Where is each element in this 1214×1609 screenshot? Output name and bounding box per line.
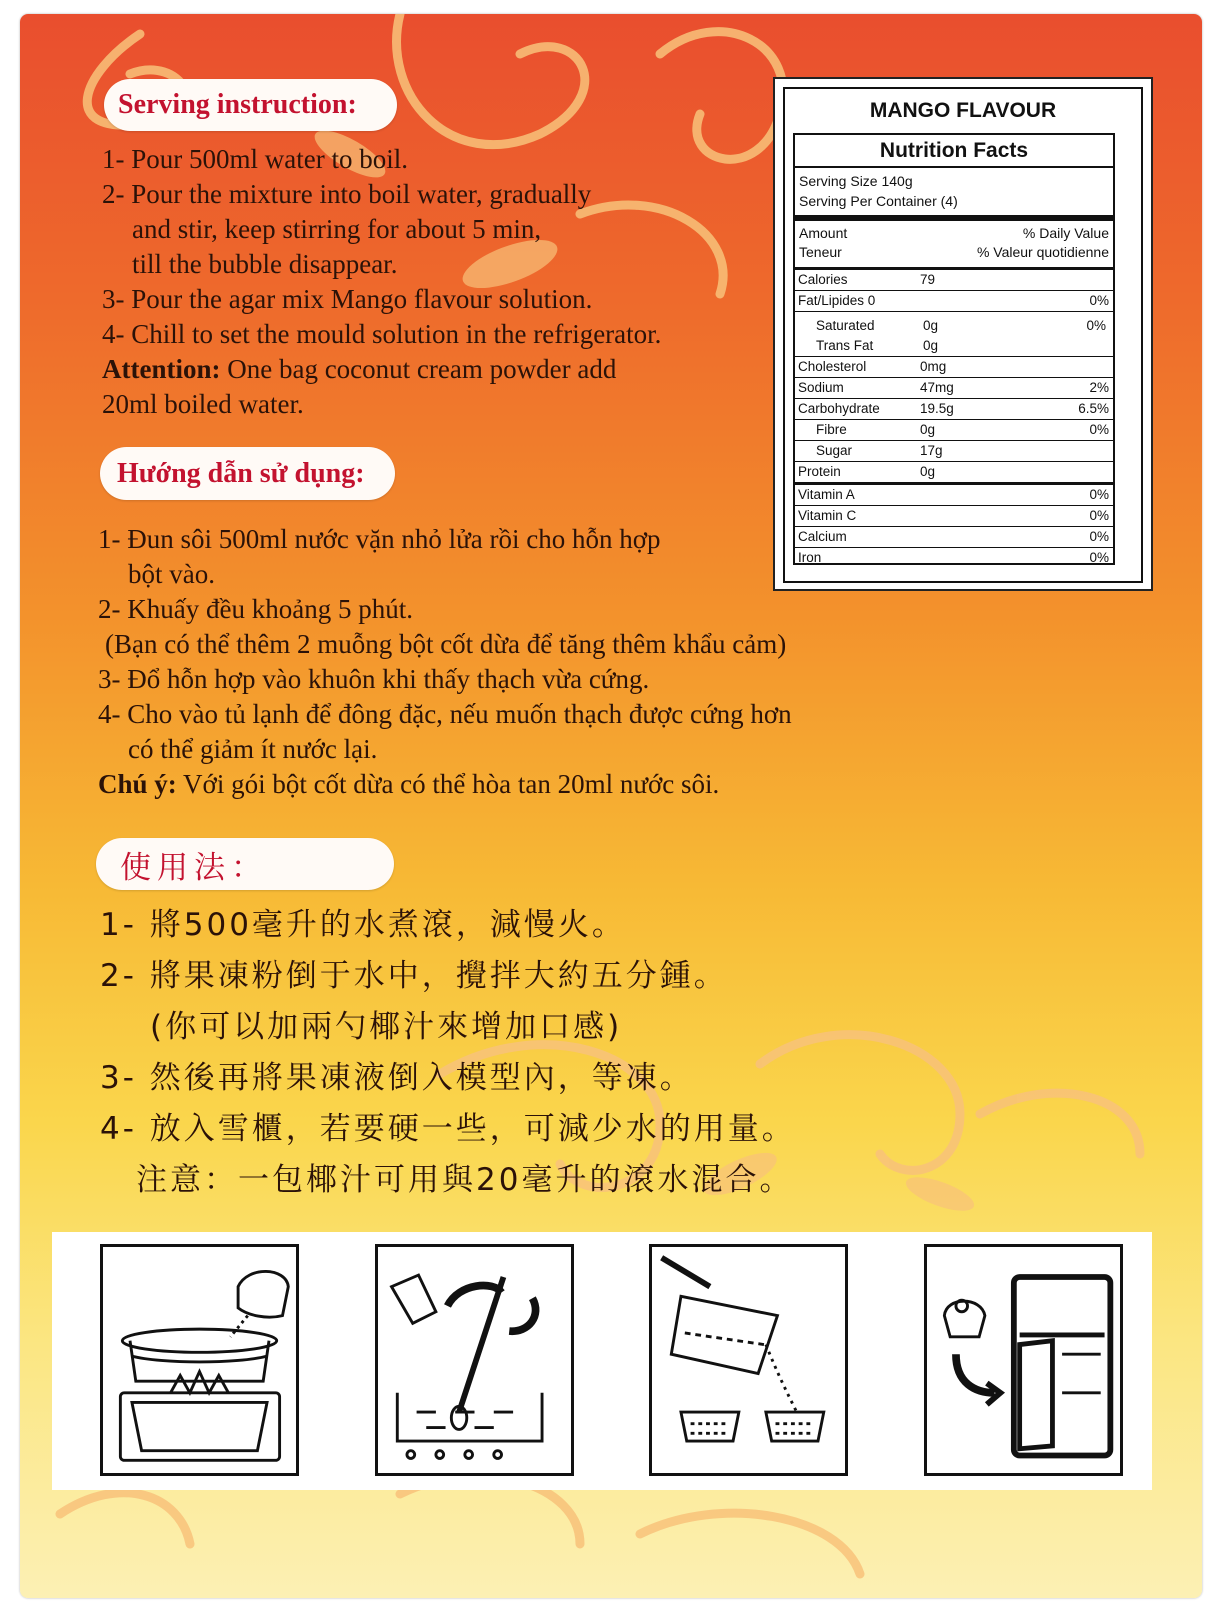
nutrient-dv: 0%: [1086, 318, 1106, 333]
nutrient-row: [795, 312, 1113, 357]
nutrient-name: Trans Fat: [816, 338, 874, 353]
instruction-line: có thể giảm ít nước lại.: [128, 734, 378, 764]
nutrient-name: Sugar: [816, 443, 853, 458]
nutrient-dv: 0%: [1089, 293, 1109, 308]
nutrition-table: [793, 133, 1115, 565]
amount-label-fr: Teneur: [799, 244, 842, 260]
note-text: Với gói bột cốt dừa có thể hòa tan 20ml nước sôi.: [176, 769, 720, 799]
nutrient-dv: 0%: [1089, 487, 1109, 502]
nutrient-row: [795, 527, 1113, 548]
nutrient-amount: 0g: [920, 464, 936, 479]
nutrient-row: [795, 357, 1113, 378]
nutrient-amount: 0g: [923, 338, 939, 353]
nutrient-name: Calories: [798, 272, 848, 287]
nutrient-dv: 0%: [1089, 508, 1109, 523]
instruction-line: and stir, keep stirring for about 5 min,: [132, 214, 542, 244]
serving-instruction-heading: Serving instruction:: [104, 79, 397, 131]
instruction-line: 4- 放入雪櫃，若要硬一些，可減少水的用量。: [100, 1111, 796, 1147]
nutrient-name: Saturated: [816, 318, 875, 333]
nutrient-amount: 0g: [923, 318, 939, 333]
instruction-line: 2- Pour the mixture into boil water, gradually: [102, 179, 592, 209]
nutrient-row: [795, 548, 1113, 568]
note-line: [98, 767, 792, 802]
chinese-instructions: [100, 900, 796, 1206]
nutrient-row: [795, 506, 1113, 527]
nutrient-name: Carbohydrate: [798, 401, 880, 416]
nutrient-amount: 19.5g: [920, 401, 954, 416]
dv-label-fr: % Valeur quotidienne: [976, 244, 1109, 260]
nutrition-label: [783, 87, 1143, 583]
nutrient-dv: 0%: [1089, 422, 1109, 437]
daily-value-header: [977, 224, 1109, 262]
instruction-line: 4- Cho vào tủ lạnh để đông đặc, nếu muốn thạch được cứng hơn: [98, 699, 792, 729]
nutrient-amount: 79: [920, 272, 936, 287]
nutrient-amount: 0mg: [920, 359, 947, 374]
instruction-line: 4- Chill to set the mould solution in the refrigerator.: [102, 319, 662, 349]
stir-mixture-icon: [375, 1244, 574, 1476]
instruction-line: till the bubble disappear.: [132, 249, 398, 279]
instruction-line: 3- Pour the agar mix Mango flavour solution.: [102, 284, 593, 314]
amount-label: Amount: [799, 225, 848, 241]
nutrient-name: Calcium: [798, 529, 847, 544]
servings-per-container: Serving Per Container (4): [799, 193, 958, 209]
nutrient-row: [795, 420, 1113, 441]
package-back-panel: [20, 14, 1202, 1598]
nutrient-dv: 0%: [1089, 550, 1109, 565]
preparation-steps-strip: [52, 1232, 1152, 1490]
english-instructions: [102, 142, 661, 422]
instruction-line: 1- Đun sôi 500ml nước vặn nhỏ lửa rồi cho hỗn hợp: [98, 524, 661, 554]
nutrient-dv: 0%: [1089, 529, 1109, 544]
nutrition-facts-title: Nutrition Facts: [795, 135, 1113, 168]
refrigerator-icon: [924, 1244, 1123, 1476]
nutrient-row: [795, 462, 1113, 485]
nutrient-dv: 6.5%: [1078, 401, 1109, 416]
serving-size: Serving Size 140g: [799, 173, 913, 189]
instruction-line: 3- Đổ hỗn hợp vào khuôn khi thấy thạch vừa cứng.: [98, 664, 650, 694]
amount-header: [795, 221, 1113, 270]
attention-line: [102, 352, 661, 387]
nutrient-name: Vitamin A: [798, 487, 855, 502]
note-label: Chú ý:: [98, 769, 177, 799]
nutrition-facts-panel: [773, 77, 1153, 591]
serving-info: [795, 168, 1113, 221]
nutrient-name: Fibre: [816, 422, 847, 437]
vietnamese-instructions: [98, 522, 792, 802]
attention-text: One bag coconut cream powder add: [220, 354, 617, 384]
vietnamese-heading: Hướng dẫn sử dụng:: [100, 447, 395, 500]
chinese-heading: 使用法：: [96, 838, 394, 890]
attention-label: Attention:: [102, 354, 221, 384]
instruction-line: (Bạn có thể thêm 2 muỗng bột cốt dừa để tăng thêm khẩu cảm): [105, 629, 787, 659]
nutrient-amount: 17g: [920, 443, 943, 458]
instruction-line: (你可以加兩勺椰汁來增加口感): [150, 1009, 623, 1045]
nutrient-row: [795, 270, 1113, 291]
instruction-line: 2- Khuấy đều khoảng 5 phút.: [98, 594, 413, 624]
dv-label: % Daily Value: [1022, 225, 1109, 241]
instruction-line: 2- 將果凍粉倒于水中，攪拌大約五分鍾。: [100, 958, 728, 994]
instruction-line: 3- 然後再將果凍液倒入模型內，等凍。: [100, 1060, 694, 1096]
nutrient-amount: 0g: [920, 422, 936, 437]
nutrient-name: Vitamin C: [798, 508, 857, 523]
nutrient-name: Fat/Lipides 0: [798, 293, 876, 308]
nutrient-row: [795, 378, 1113, 399]
attention-line-2: 20ml boiled water.: [102, 389, 304, 419]
instruction-line: bột vào.: [128, 559, 215, 589]
nutrient-name: Protein: [798, 464, 841, 479]
nutrient-name: Sodium: [798, 380, 844, 395]
pour-into-moulds-icon: [649, 1244, 848, 1476]
instruction-line: 1- Pour 500ml water to boil.: [102, 144, 408, 174]
nutrient-amount: 47mg: [920, 380, 954, 395]
nutrient-row: [795, 291, 1113, 312]
nutrient-name: Iron: [798, 550, 822, 565]
instruction-line: 1- 將500毫升的水煮滾，減慢火。: [100, 907, 626, 943]
instruction-line: 注意：一包椰汁可用與20毫升的滾水混合。: [136, 1162, 794, 1198]
nutrient-name: Cholesterol: [798, 359, 867, 374]
nutrient-dv: 2%: [1089, 380, 1109, 395]
nutrient-row: [795, 485, 1113, 506]
nutrient-row: [795, 441, 1113, 462]
boil-water-pot-icon: [100, 1244, 299, 1476]
nutrient-row: [795, 399, 1113, 420]
flavour-title: MANGO FLAVOUR: [869, 99, 1057, 122]
